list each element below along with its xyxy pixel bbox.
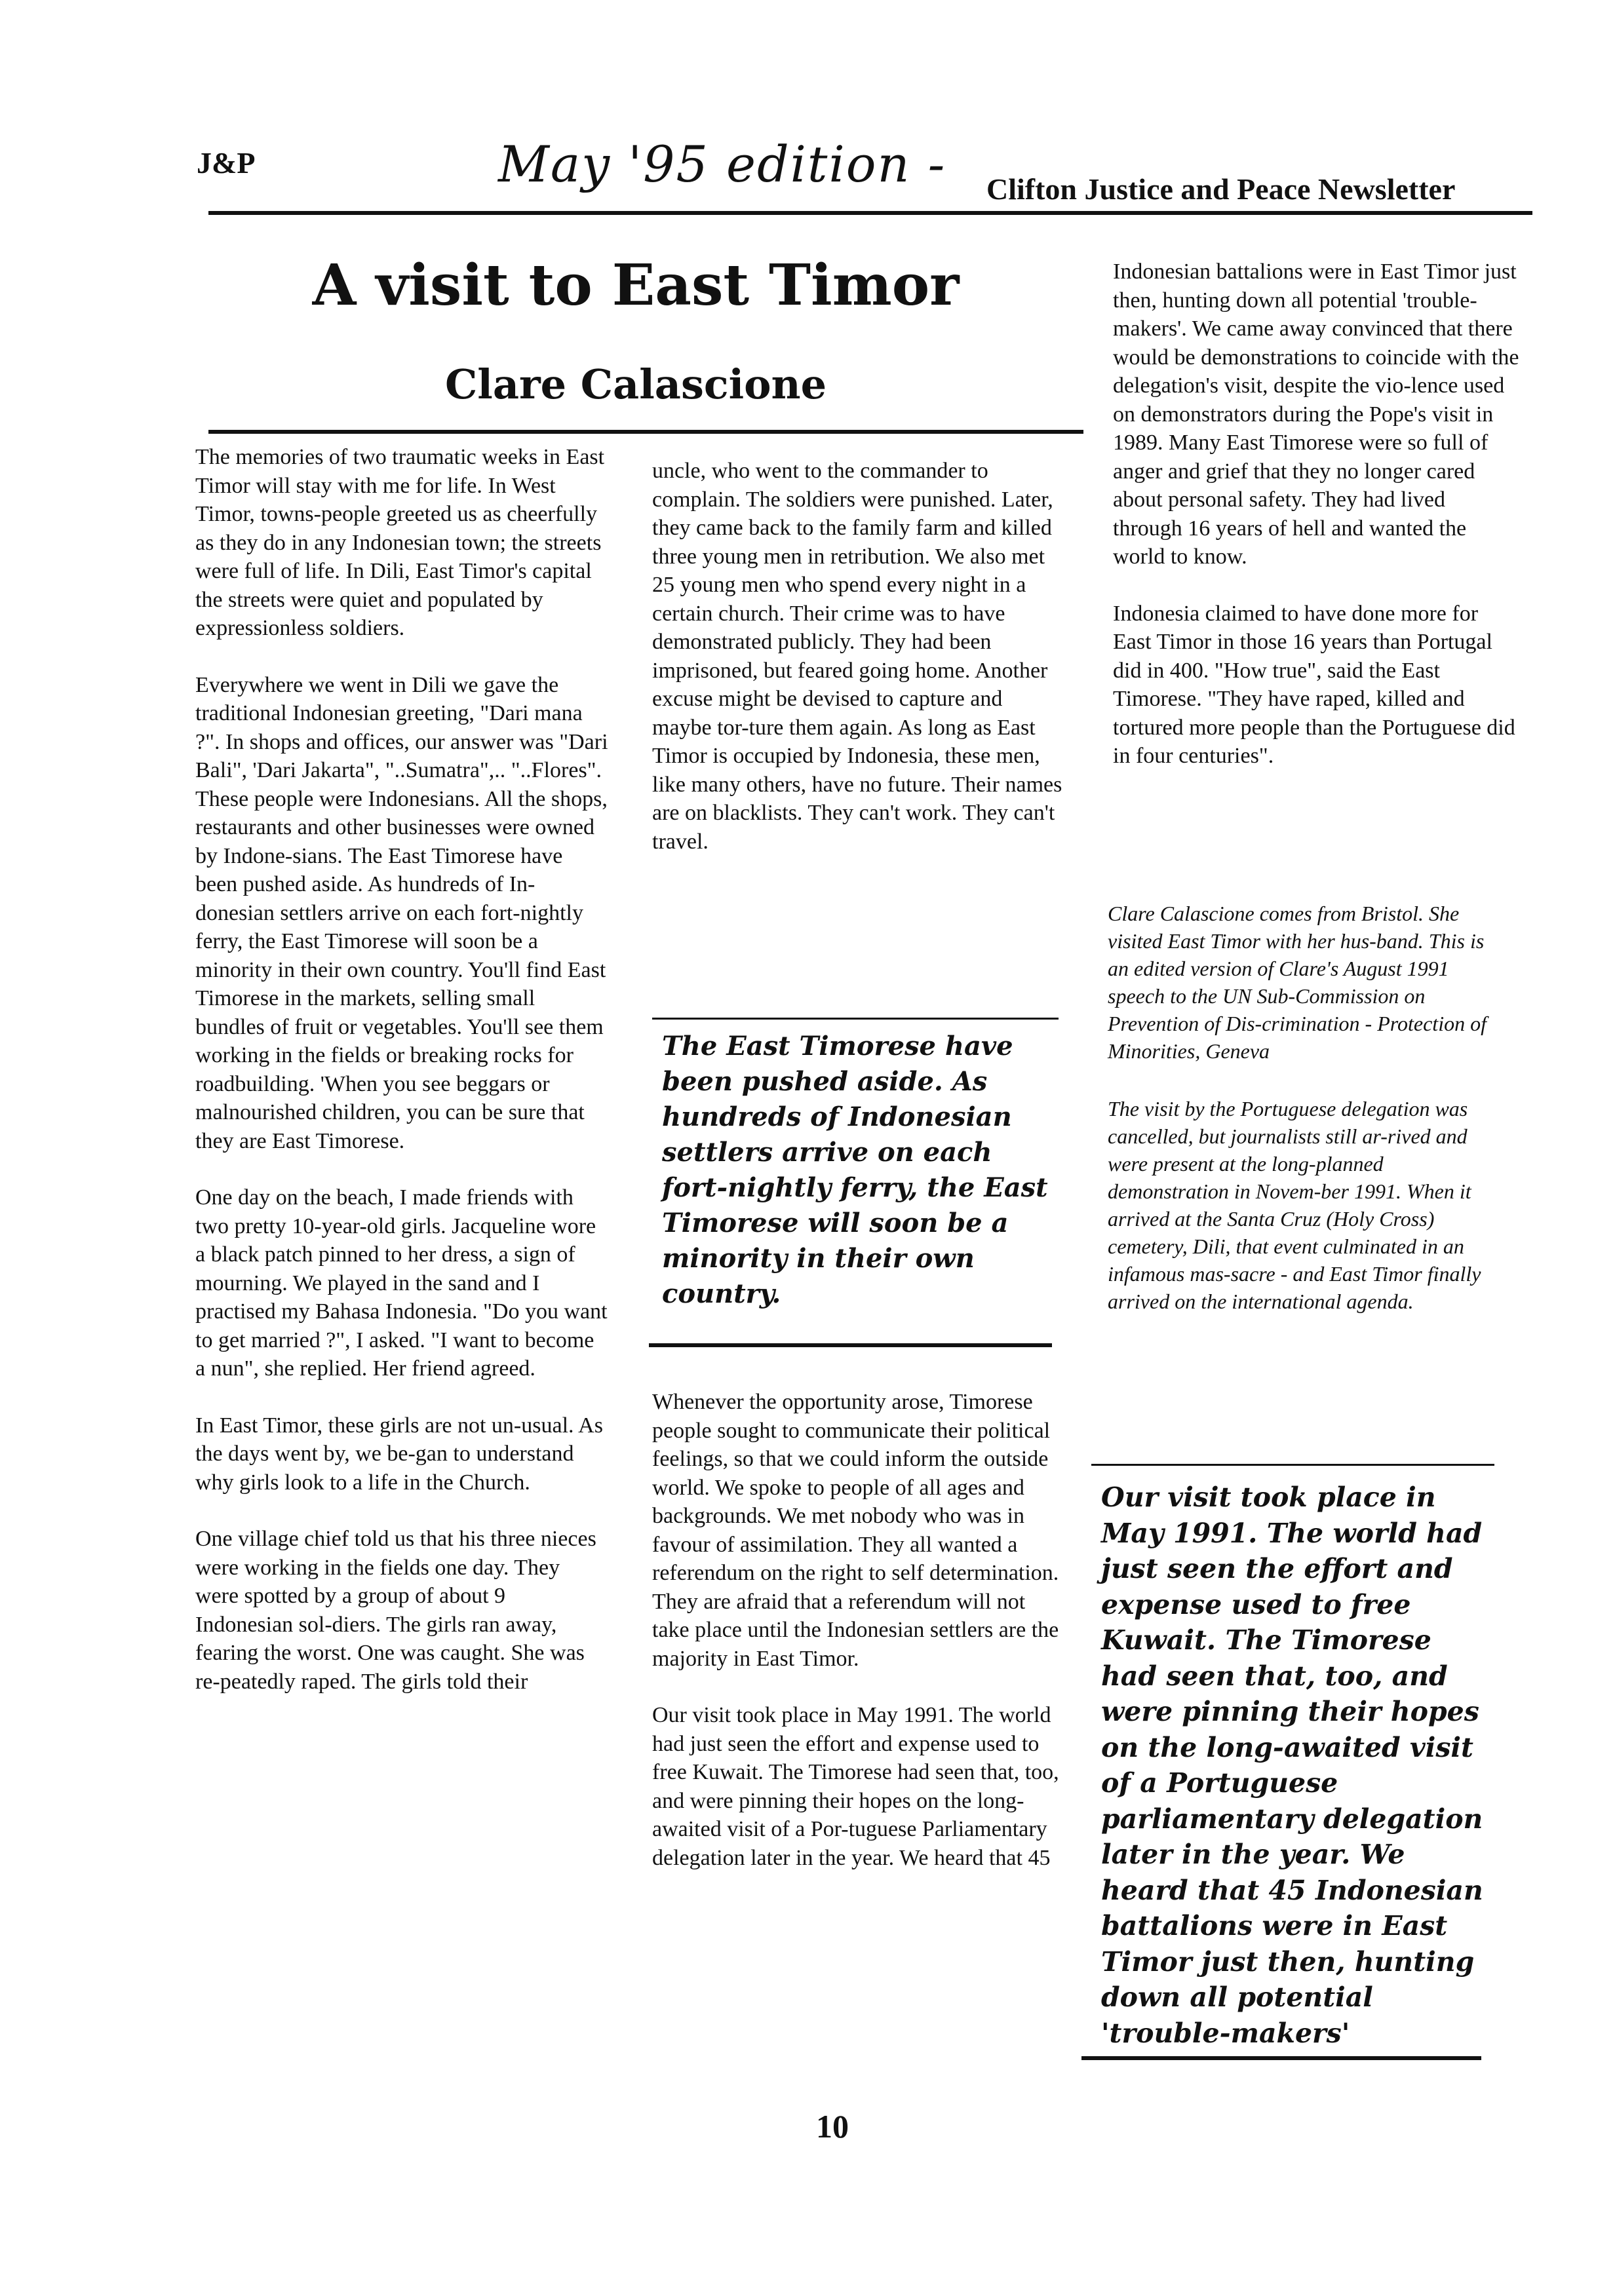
pull-quote-2: Our visit took place in May 1991. The world had just seen the effort and expense used to free Kuwait. The Timorese had seen that, too, and were pinning their hopes on the long-awaited visit of a Portuguese parliamentary delegation later in the year. We heard that 45 Indonesian battalions were in East Timor just then, hunting down all potential 'trouble-makers': [1101, 1482, 1483, 2049]
pull-quote-1-top-rule: [652, 1018, 1059, 1020]
paragraph: uncle, who went to the commander to complain. The soldiers were punished. Later, they came back to the family farm and killed three young men in retribution. We also met 25 young men who spend every night in a certain church. Their crime was to have demonstrated publicly. They had been imprisoned, but feared going home. Another excuse might be devised to capture and maybe tor-ture them again. As long as East Timor is occupied by Indonesia, these men, like many others, have no future. Their names are on blacklists. They can't work. They can't travel.: [652, 459, 1062, 854]
paragraph: Whenever the opportunity arose, Timorese people sought to communicate their political feelings, so that we could inform the outside world. We spoke to people of all ages and backgrounds. We met nobody who was in favour of assimilation. They all wanted a referendum on the right to self determination. They are afraid that a referendum will not take place until the Indonesian settlers are the majority in East Timor.: [652, 1390, 1059, 1671]
paragraph: The memories of two traumatic weeks in East Timor will stay with me for life. In West Timor, towns-people greeted us as cheerfully as they do in any Indonesian town; the streets were full of life. In Dili, East Timor's capital the streets were quiet and populated by expressionless soldiers.: [195, 445, 605, 640]
paragraph: One day on the beach, I made friends with two pretty 10-year-old girls. Jacqueline wore a black patch pinned to her dress, a sign of mourning. We played in the sand and I practised my Bahasa Indonesia. "Do you want to get married ?", I asked. "I want to become a nun", she replied. Her friend agreed.: [195, 1185, 608, 1381]
paragraph: Indonesia claimed to have done more for East Timor in those 16 years than Portugal did in 400. "How true", said the East Timorese. "They have raped, killed and tortured more people than the Portuguese did in four centuries".: [1113, 601, 1515, 768]
paragraph: Our visit took place in May 1991. The world had just seen the effort and expense used to free Kuwait. The Timorese had seen that, too, and were pinning their hopes on the long-awaited visit of a Por-tuguese Parliamentary delegation later in the year. We heard that 45: [652, 1703, 1059, 1870]
pull-quote-1: The East Timorese have been pushed aside. As hundreds of Indonesian settlers arrive on each fort-nightly ferry, the East Timorese will soon be a minority in their own country.: [662, 1031, 1048, 1309]
header-rule: [208, 211, 1532, 215]
pull-quote-2-bottom-rule: [1081, 2056, 1481, 2060]
editor-note: The visit by the Portuguese delegation was cancelled, but journalists still ar-rived and were present at the long-planned demonstration in Novem-ber 1991. When it arrived at the Santa Cruz (Holy Cross) cemetery, Dili, that event culminated in an infamous mas-sacre - and East Timor finally arrived on the international agenda.: [1108, 1097, 1481, 1313]
newsletter-short-name: J&P: [197, 146, 256, 180]
article-author: Clare Calascione: [444, 360, 827, 408]
pull-quote-2-top-rule: [1091, 1464, 1494, 1466]
paragraph: One village chief told us that his three nieces were working in the fields one day. They were spotted by a group of about 9 Indonesian sol-diers. The girls ran away, fearing the worst. One was caught. She was re-peatedly raped. The girls told their: [195, 1527, 596, 1694]
pull-quote-1-bottom-rule: [649, 1343, 1052, 1347]
article-column-2-top: [652, 457, 1065, 884]
paragraph: In East Timor, these girls are not un-usual. As the days went by, we be-gan to understand why girls look to a life in the Church.: [195, 1413, 603, 1495]
article-column-3-notes: [1108, 900, 1508, 1345]
author-note: Clare Calascione comes from Bristol. She visited East Timor with her hus-band. This is an edited version of Clare's August 1991 speech to the UN Sub-Commission on Prevention of Dis-crimination - Protection of Minorities, Geneva: [1108, 902, 1487, 1063]
article-column-2-bottom: [652, 1388, 1065, 1900]
page-number: 10: [816, 2108, 849, 2145]
article-column-3: [1113, 258, 1519, 799]
paragraph: Everywhere we went in Dili we gave the traditional Indonesian greeting, "Dari mana ?". In shops and offices, our answer was "Dari Bali", 'Dari Jakarta", "..Sumatra",.. "..Flores". These people were Indonesians. All the shops, restaurants and other businesses were owned by Indone-sians. The East Timorese have been pushed aside. As hundreds of In-donesian settlers arrive on each fort-nightly ferry, the East Timorese will soon be a minority in their own country. You'll find East Timorese in the markets, selling small bundles of fruit or vegetables. You'll see them working in the fields or breaking rocks for roadbuilding. 'When you see beggars or malnourished children, you can be sure that they are East Timorese.: [195, 672, 608, 1153]
article-column-1: [195, 443, 608, 1724]
handwritten-edition-note: May '95 edition -: [498, 135, 946, 193]
title-rule: [208, 430, 1083, 434]
paragraph: Indonesian battalions were in East Timor just then, hunting down all potential 'trouble-makers'. We came away convinced that there would be demonstrations to coincide with the delegation's visit, despite the vio-lence used on demonstrators during the Pope's visit in 1989. Many East Timorese were so full of anger and grief that they no longer cared about personal safety. They had lived through 16 years of hell and wanted the world to know.: [1113, 259, 1519, 569]
article-title: A visit to East Timor: [312, 252, 960, 318]
newsletter-title: Clifton Justice and Peace Newsletter: [986, 172, 1456, 206]
